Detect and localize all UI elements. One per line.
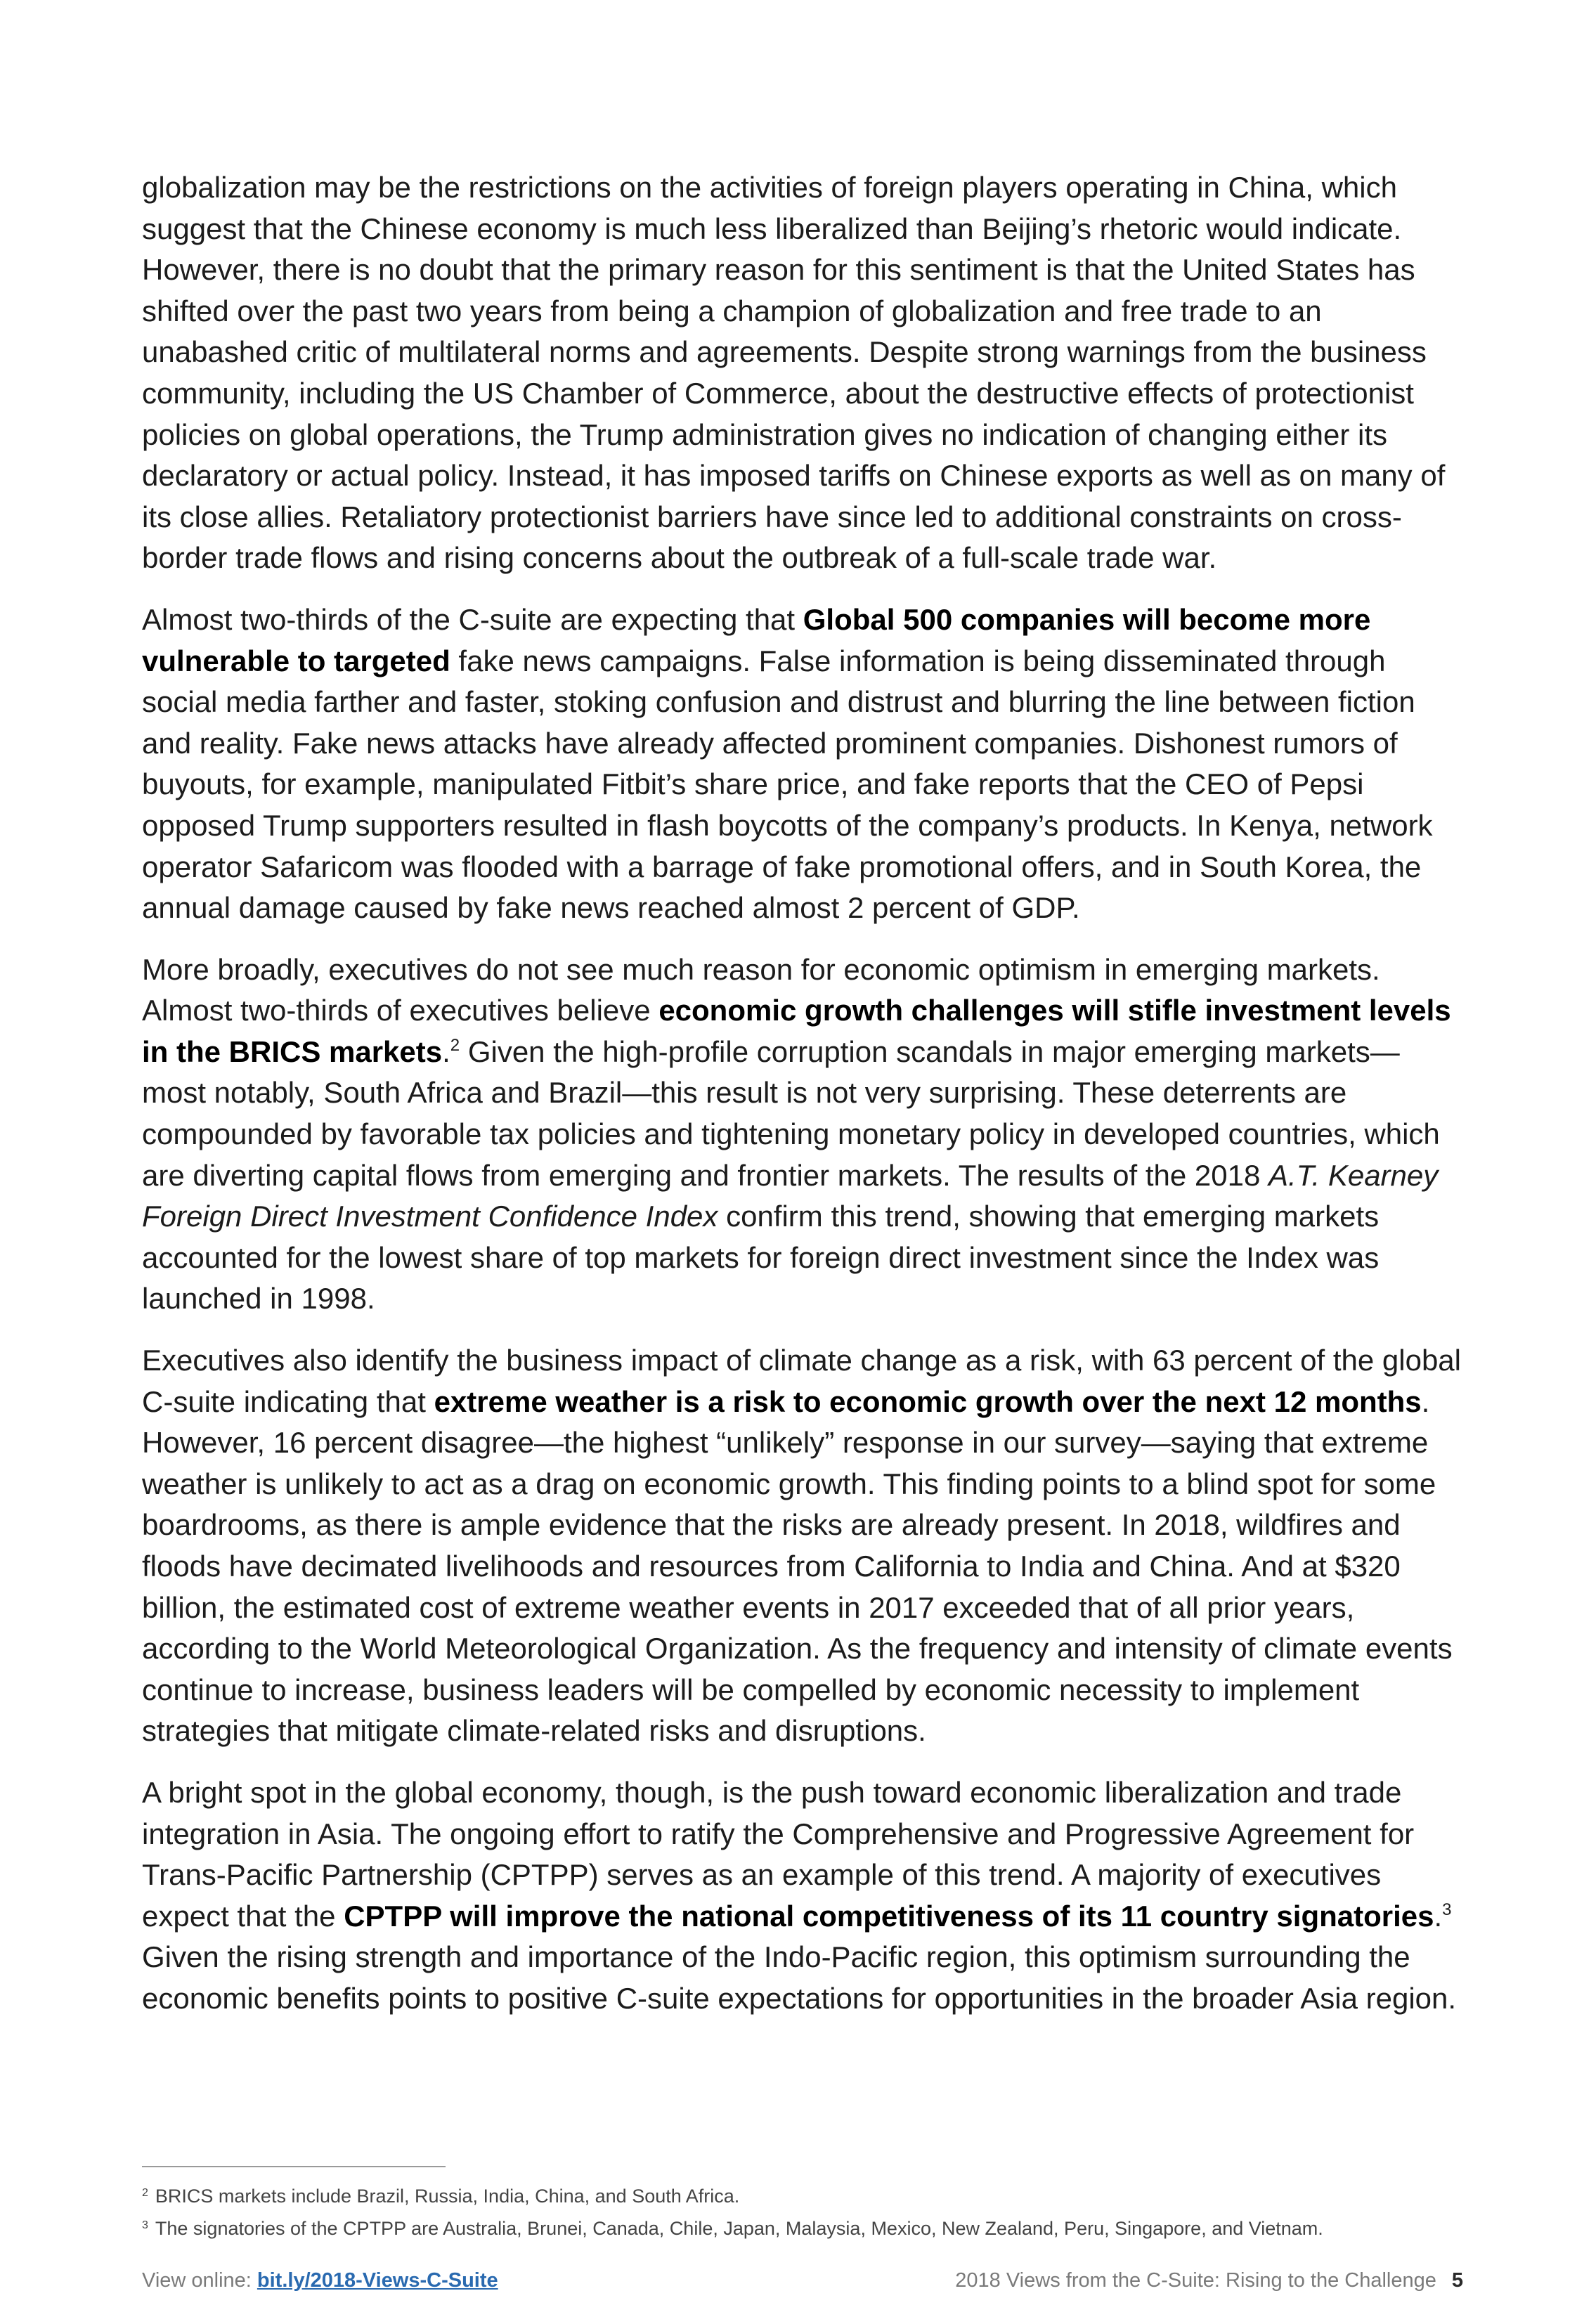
footnote-2 xyxy=(142,2180,1463,2212)
footnote-number: 3 xyxy=(142,2219,148,2231)
footnote-reference[interactable]: 3 xyxy=(1442,1900,1452,1919)
paragraph-text: . However, 16 percent disagree—the highest “unlikely” response in our survey—saying that extreme weather is unlikely to act as a drag on economic growth. This finding points to a blind spot for some boardrooms, as there is ample evidence that the risks are already present. In 2018, wildfires and floods have decimated livelihoods and resources from California to India and China. And at $320 billion, the estimated cost of extreme weather events in 2017 exceeded that of all prior years, according to the World Meteorological Organization. As the frequency and intensity of climate events continue to increase, business leaders will be compelled by economic necessity to implement strategies that mitigate climate-related risks and disruptions. xyxy=(142,1384,1453,1748)
paragraph-text: fake news campaigns. False information is being disseminated through social media farther and faster, stoking confusion and distrust and blurring the line between fiction and reality. Fake news attacks have already affected prominent companies. Dishonest rumors of buyouts, for example, manipulated Fitbit’s share price, and fake reports that the CEO of Pepsi opposed Trump supporters resulted in flash boycotts of the company’s products. In Kenya, network operator Safaricom was flooded with a barrage of fake promotional offers, and in South Korea, the annual damage caused by fake news reached almost 2 percent of GDP. xyxy=(142,644,1433,925)
report-title: A.T. Kearney Foreign Direct Investment Confidence Index xyxy=(142,1158,1439,1233)
footnote-divider xyxy=(142,2166,446,2167)
body-text xyxy=(142,167,1463,2040)
view-online-label: View online: xyxy=(142,2269,257,2292)
highlight-finding: Global 500 companies will become more vulnerable to targeted xyxy=(142,602,1371,677)
paragraph-text: Given the rising strength and importance of the Indo-Pacific region, this optimism surrounding the economic benefits points to positive C-suite expectations for opportunities in the broader Asia region. xyxy=(142,1940,1457,2015)
footnote-reference[interactable]: 2 xyxy=(450,1035,460,1055)
period: . xyxy=(1434,1899,1443,1933)
paragraph-text: globalization may be the restrictions on the activities of foreign players operating in China, which suggest that the Chinese economy is much less liberalized than Beijing’s rhetoric would indicate. However, there is no doubt that the primary reason for this sentiment is that the United States has shifted over the past two years from being a champion of globalization and free trade to an unabashed critic of multilateral norms and agreements. Despite strong warnings from the business community, including the US Chamber of Commerce, about the destructive effects of protectionist policies on global operations, the Trump administration gives no indication of changing either its declaratory or actual policy. Instead, it has imposed tariffs on Chinese exports as well as on many of its close allies. Retaliatory protectionist barriers have since led to additional constraints on cross-border trade flows and rising concerns about the outbreak of a full-scale trade war. xyxy=(142,171,1446,575)
paragraph-climate xyxy=(142,1340,1463,1752)
footnote-text: BRICS markets include Brazil, Russia, India, China, and South Africa. xyxy=(155,2186,740,2207)
view-online xyxy=(142,2266,498,2294)
footer-title-block xyxy=(955,2266,1463,2294)
highlight-finding: economic growth challenges will stifle investment levels in the BRICS markets xyxy=(142,994,1451,1068)
footnote-number: 2 xyxy=(142,2187,148,2199)
paragraph-text: A bright spot in the global economy, though, is the push toward economic liberalization and trade integration in Asia. The ongoing effort to ratify the Comprehensive and Progressive Agreement for Trans-Pacific Partnership (CPTPP) serves as an example of this trend. A majority of executives expect that the xyxy=(142,1775,1415,1933)
paragraph-globalization xyxy=(142,167,1463,579)
paragraph-text: Given the high-profile corruption scandals in major emerging markets—most notably, South Africa and Brazil—this result is not very surprising. These deterrents are compounded by favorable tax policies and tightening monetary policy in developed countries, which are diverting capital flows from emerging and frontier markets. The results of the 2018 xyxy=(142,1034,1440,1192)
highlight-finding: CPTPP will improve the national competitiveness of its 11 country signatories xyxy=(344,1899,1434,1933)
period: . xyxy=(442,1034,450,1068)
publication-title: 2018 Views from the C-Suite: Rising to the Challenge xyxy=(955,2269,1436,2292)
view-online-link[interactable]: bit.ly/2018-Views-C-Suite xyxy=(257,2269,498,2292)
footnote-text: The signatories of the CPTPP are Australia, Brunei, Canada, Chile, Japan, Malaysia, Mexico, New Zealand, Peru, Singapore, and Vietnam. xyxy=(155,2218,1323,2239)
paragraph-text: confirm this trend, showing that emerging markets accounted for the lowest share of top markets for foreign direct investment since the Index was launched in 1998. xyxy=(142,1200,1380,1316)
footnote-3 xyxy=(142,2212,1463,2245)
highlight-finding: extreme weather is a risk to economic growth over the next 12 months xyxy=(434,1384,1422,1418)
paragraph-text: More broadly, executives do not see much reason for economic optimism in emerging markets. Almost two-thirds of executives believe xyxy=(142,952,1380,1027)
paragraph-asia xyxy=(142,1772,1463,2020)
footnotes xyxy=(142,2166,1463,2245)
paragraph-text: Almost two-thirds of the C-suite are expecting that xyxy=(142,602,803,636)
paragraph-emerging-markets xyxy=(142,949,1463,1320)
paragraph-fake-news xyxy=(142,599,1463,929)
paragraph-text: Executives also identify the business impact of climate change as a risk, with 63 percent of the global C-suite indicating that xyxy=(142,1344,1461,1418)
page-number: 5 xyxy=(1451,2269,1463,2292)
